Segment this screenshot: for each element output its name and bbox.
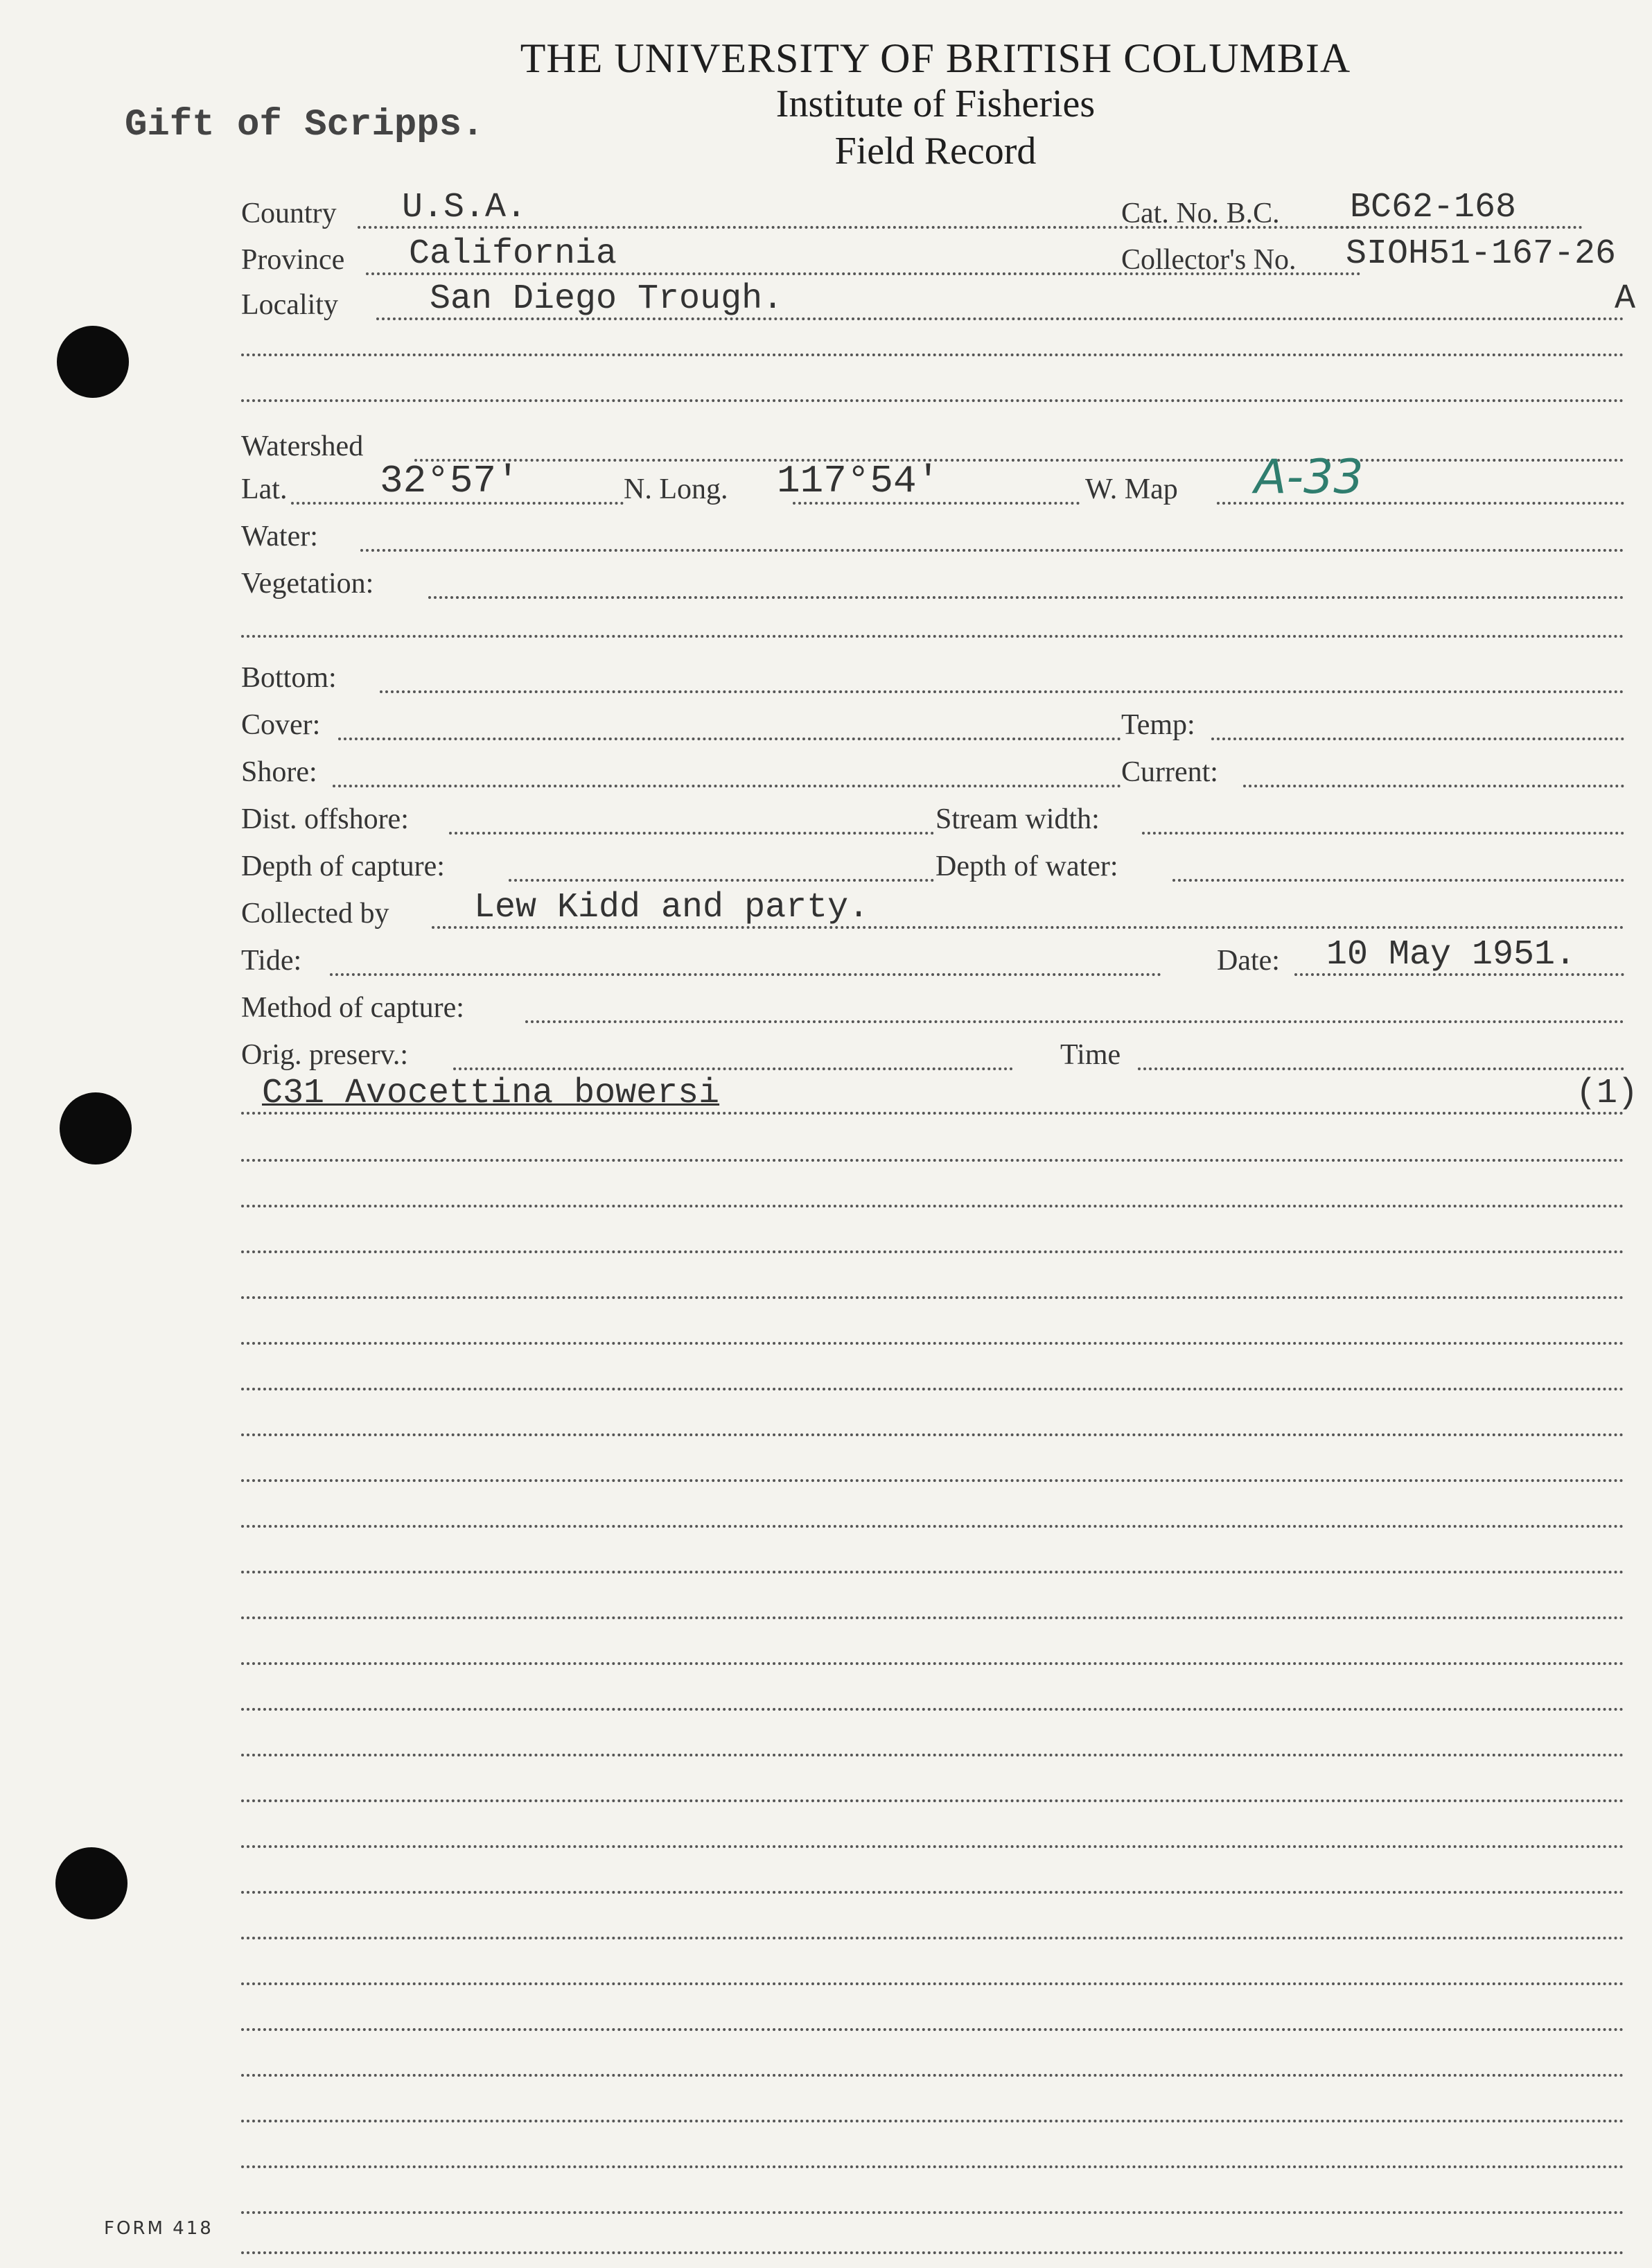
collectors-no-label: Collector's No. [1121, 244, 1297, 276]
blank-line [241, 1479, 1624, 1482]
stream-width-label: Stream width: [935, 803, 1100, 835]
blank-line [241, 1616, 1624, 1619]
row-bottom [241, 657, 1624, 699]
locality-label: Locality [241, 289, 338, 321]
university-title: THE UNIVERSITY OF BRITISH COLUMBIA [520, 35, 1351, 81]
blank-line [241, 1982, 1624, 1985]
blank-line [241, 2120, 1624, 2122]
blank-line [241, 1342, 1624, 1345]
row-locality [241, 279, 1635, 326]
shore-label: Shore: [241, 756, 317, 788]
blank-line [241, 2074, 1624, 2077]
province-value: California [409, 234, 617, 274]
watershed-label: Watershed [241, 430, 364, 462]
vegetation-label: Vegetation: [241, 568, 374, 600]
collectors-no-suffix: A [1614, 279, 1635, 319]
row-vegetation [241, 563, 1624, 604]
blank-line [241, 1159, 1624, 1162]
row-country [241, 188, 1624, 234]
blank-line [241, 1388, 1624, 1390]
water-label: Water: [241, 521, 318, 552]
depth-of-capture-label: Depth of capture: [241, 850, 445, 882]
long-label: N. Long. [624, 473, 728, 505]
cat-no-label: Cat. No. B.C. [1121, 198, 1280, 229]
row-province [241, 234, 1624, 281]
blank-line [241, 1525, 1624, 1528]
date-label: Date: [1217, 945, 1280, 977]
row-orig-preserv [241, 1034, 1624, 1076]
blank-line [241, 1937, 1624, 1939]
row-method [241, 987, 1624, 1029]
long-value: 117°54' [777, 459, 940, 503]
map-value: A-33 [1254, 450, 1364, 505]
cat-no-value: BC62-168 [1350, 188, 1517, 227]
specimen-entry: C31 Avocettina bowersi [262, 1074, 720, 1113]
row-water [241, 516, 1624, 557]
method-of-capture-label: Method of capture: [241, 992, 464, 1024]
current-label: Current: [1121, 756, 1218, 788]
blank-line [241, 1754, 1624, 1756]
row-lat-long [241, 450, 1624, 510]
record-title: Field Record [834, 130, 1037, 173]
blank-line [241, 354, 1624, 356]
blank-line [241, 635, 1624, 638]
orig-preserv-label: Orig. preserv.: [241, 1039, 409, 1071]
row-collected-by [241, 888, 1624, 934]
lat-label: Lat. [241, 473, 288, 505]
gift-note: Gift of Scripps. [125, 104, 484, 146]
country-value: U.S.A. [402, 188, 527, 227]
row-shore [241, 751, 1624, 793]
form-number: FORM 418 [104, 2218, 213, 2239]
row-depth [241, 846, 1624, 887]
row-dist-offshore [241, 799, 1624, 840]
depth-of-water-label: Depth of water: [935, 850, 1118, 882]
collectors-no-value: SIOH51-167-26 [1346, 234, 1617, 274]
blank-line [241, 1250, 1624, 1253]
dist-offshore-label: Dist. offshore: [241, 803, 409, 835]
punch-hole [55, 1847, 128, 1919]
specimen-count: (1) [1575, 1074, 1638, 1113]
lat-value: 32°57' [380, 459, 520, 503]
province-label: Province [241, 244, 345, 276]
collected-by-label: Collected by [241, 898, 389, 930]
blank-line [241, 1845, 1624, 1848]
date-value: 10 May 1951. [1326, 935, 1576, 975]
cover-label: Cover: [241, 709, 321, 741]
institute-title: Institute of Fisheries [775, 82, 1096, 125]
collected-by-value: Lew Kidd and party. [474, 888, 870, 927]
country-label: Country [241, 198, 337, 229]
punch-hole [57, 326, 129, 398]
bottom-label: Bottom: [241, 662, 337, 694]
blank-line [241, 1296, 1624, 1299]
map-label: W. Map [1085, 473, 1178, 505]
blank-line [241, 1799, 1624, 1802]
blank-line [241, 2165, 1624, 2168]
blank-line [241, 1205, 1624, 1207]
row-cover [241, 704, 1624, 746]
row-tide [241, 935, 1624, 982]
temp-label: Temp: [1121, 709, 1195, 741]
blank-line [241, 1708, 1624, 1711]
locality-value: San Diego Trough. [430, 279, 784, 319]
row-specimen [241, 1074, 1638, 1120]
time-label: Time [1060, 1039, 1121, 1071]
blank-line [241, 1433, 1624, 1436]
blank-line [241, 1662, 1624, 1665]
blank-line [241, 399, 1624, 402]
blank-line [241, 1891, 1624, 1894]
tide-label: Tide: [241, 945, 302, 977]
blank-line [241, 2028, 1624, 2031]
punch-hole [60, 1092, 132, 1164]
blank-line [241, 2211, 1624, 2214]
blank-line [241, 2251, 1624, 2254]
blank-line [241, 1571, 1624, 1573]
